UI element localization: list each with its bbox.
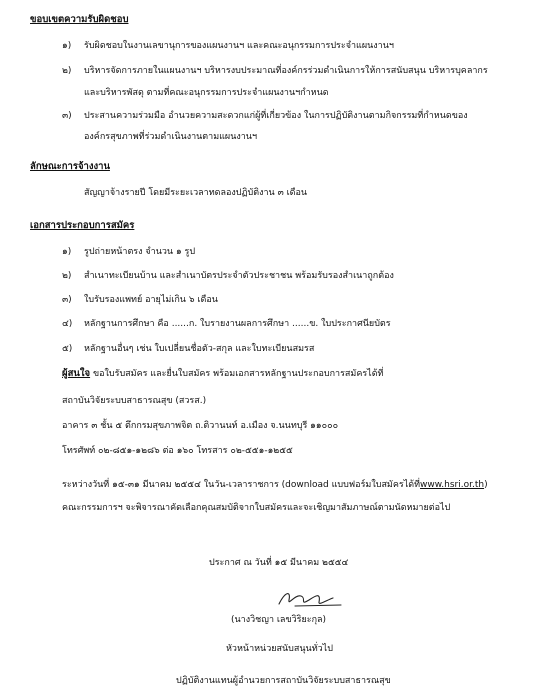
responsibility-item-3-continued: องค์กรสุขภาพที่ร่วมดำเนินงานตามแผนงานฯ [84, 132, 258, 142]
item-text: หลักฐานการศึกษา คือ ......ก. ใบรายงานผลการศึกษา ......ข. ใบประกาศนียบัตร [84, 319, 391, 329]
responsibility-item-2-continued: และบริหารพัสดุ ตามที่คณะอนุกรรมการประจำแผนงานฯกำหนด [84, 88, 329, 98]
item-number: ๑) [62, 247, 72, 257]
item-text: ใบรับรองแพทย์ อายุไม่เกิน ๖ เดือน [84, 295, 218, 305]
responsibilities-heading: ขอบเขตความรับผิดชอบ [30, 14, 129, 25]
item-text: รับผิดชอบในงานเลขานุการของแผนงานฯ และคณะอนุกรรมการประจำแผนงานฯ [84, 41, 394, 51]
website-link[interactable]: www.hsri.or.th [420, 480, 485, 490]
item-number: ๒) [62, 66, 72, 76]
item-number: ๒) [62, 271, 72, 281]
signature-image [275, 588, 345, 610]
documents-heading: เอกสารประกอบการสมัคร [30, 220, 135, 231]
responsibility-item-2 [62, 65, 488, 77]
signatory-position: หัวหน้าหน่วยสนับสนุนทั่วไป [226, 644, 333, 654]
item-number: ๓) [62, 295, 72, 305]
document-item-1 [62, 246, 195, 258]
period-text: ระหว่างวันที่ ๑๕-๓๑ มีนาคม ๒๕๕๔ ในวัน-เวลาราชการ (download แบบฟอร์มใบสมัครได้ที่ [62, 480, 421, 490]
item-number: ๑) [62, 41, 72, 51]
document-item-4 [62, 318, 391, 330]
responsibility-item-3 [62, 110, 468, 122]
document-item-2 [62, 270, 394, 282]
apply-instruction [62, 368, 383, 380]
document-item-3 [62, 294, 218, 306]
institute-phone: โทรศัพท์ ๐๒-๘๕๑-๑๒๘๖ ต่อ ๑๖๐ โทรสาร ๐๒-๕๕๑-๑๒๕๕ [62, 446, 293, 456]
responsibility-item-1 [62, 40, 394, 52]
apply-lead: ผู้สนใจ [62, 368, 91, 379]
item-text: รูปถ่ายหน้าตรง จำนวน ๑ รูป [84, 247, 196, 257]
document-item-5 [62, 343, 314, 355]
item-number: ๕) [62, 344, 73, 354]
period-close: ) [484, 480, 488, 490]
item-text: สำเนาทะเบียนบ้าน และสำเนาบัตรประจำตัวประชาชน พร้อมรับรองสำเนาถูกต้อง [84, 271, 394, 281]
application-period [62, 479, 488, 491]
announcement-date: ประกาศ ณ วันที่ ๑๕ มีนาคม ๒๕๕๔ [209, 558, 349, 568]
item-number: ๔) [62, 319, 73, 329]
employment-heading: ลักษณะการจ้างงาน [30, 161, 110, 172]
institute-address: อาคาร ๓ ชั้น ๕ ตึกกรมสุขภาพจิต ถ.ติวานนท์ อ.เมือง จ.นนทบุรี ๑๑๐๐๐ [62, 421, 339, 431]
employment-text: สัญญาจ้างรายปี โดยมีระยะเวลาทดลองปฏิบัติงาน ๓ เดือน [84, 188, 308, 198]
signatory-name: (นางวิชญา เลขวิริยะกุล) [231, 615, 327, 625]
apply-text: ขอใบรับสมัคร และยื่นใบสมัคร พร้อมเอกสารหลักฐานประกอบการสมัครได้ที่ [92, 369, 384, 379]
signatory-acting-role: ปฏิบัติงานแทนผู้อำนวยการสถาบันวิจัยระบบสาธารณสุข [176, 676, 391, 686]
item-text: ประสานความร่วมมือ อำนวยความสะดวกแก่ผู้ที่เกี่ยวข้อง ในการปฏิบัติงานตามกิจกรรมที่กำหนดของ [84, 111, 468, 121]
item-number: ๓) [62, 111, 72, 121]
item-text: บริหารจัดการภายในแผนงานฯ บริหารงบประมาณที่องค์กรร่วมดำเนินการให้การสนับสนุน บริหารบุคลากร [84, 66, 488, 76]
committee-note: คณะกรรมการฯ จะพิจารณาคัดเลือกคุณสมบัติจากใบสมัครและจะเชิญมาสัมภาษณ์ตามนัดหมายต่อไป [62, 503, 451, 513]
item-text: หลักฐานอื่นๆ เช่น ใบเปลี่ยนชื่อตัว-สกุล และใบทะเบียนสมรส [84, 344, 315, 354]
institute-name: สถาบันวิจัยระบบสาธารณสุข (สวรส.) [62, 396, 207, 406]
